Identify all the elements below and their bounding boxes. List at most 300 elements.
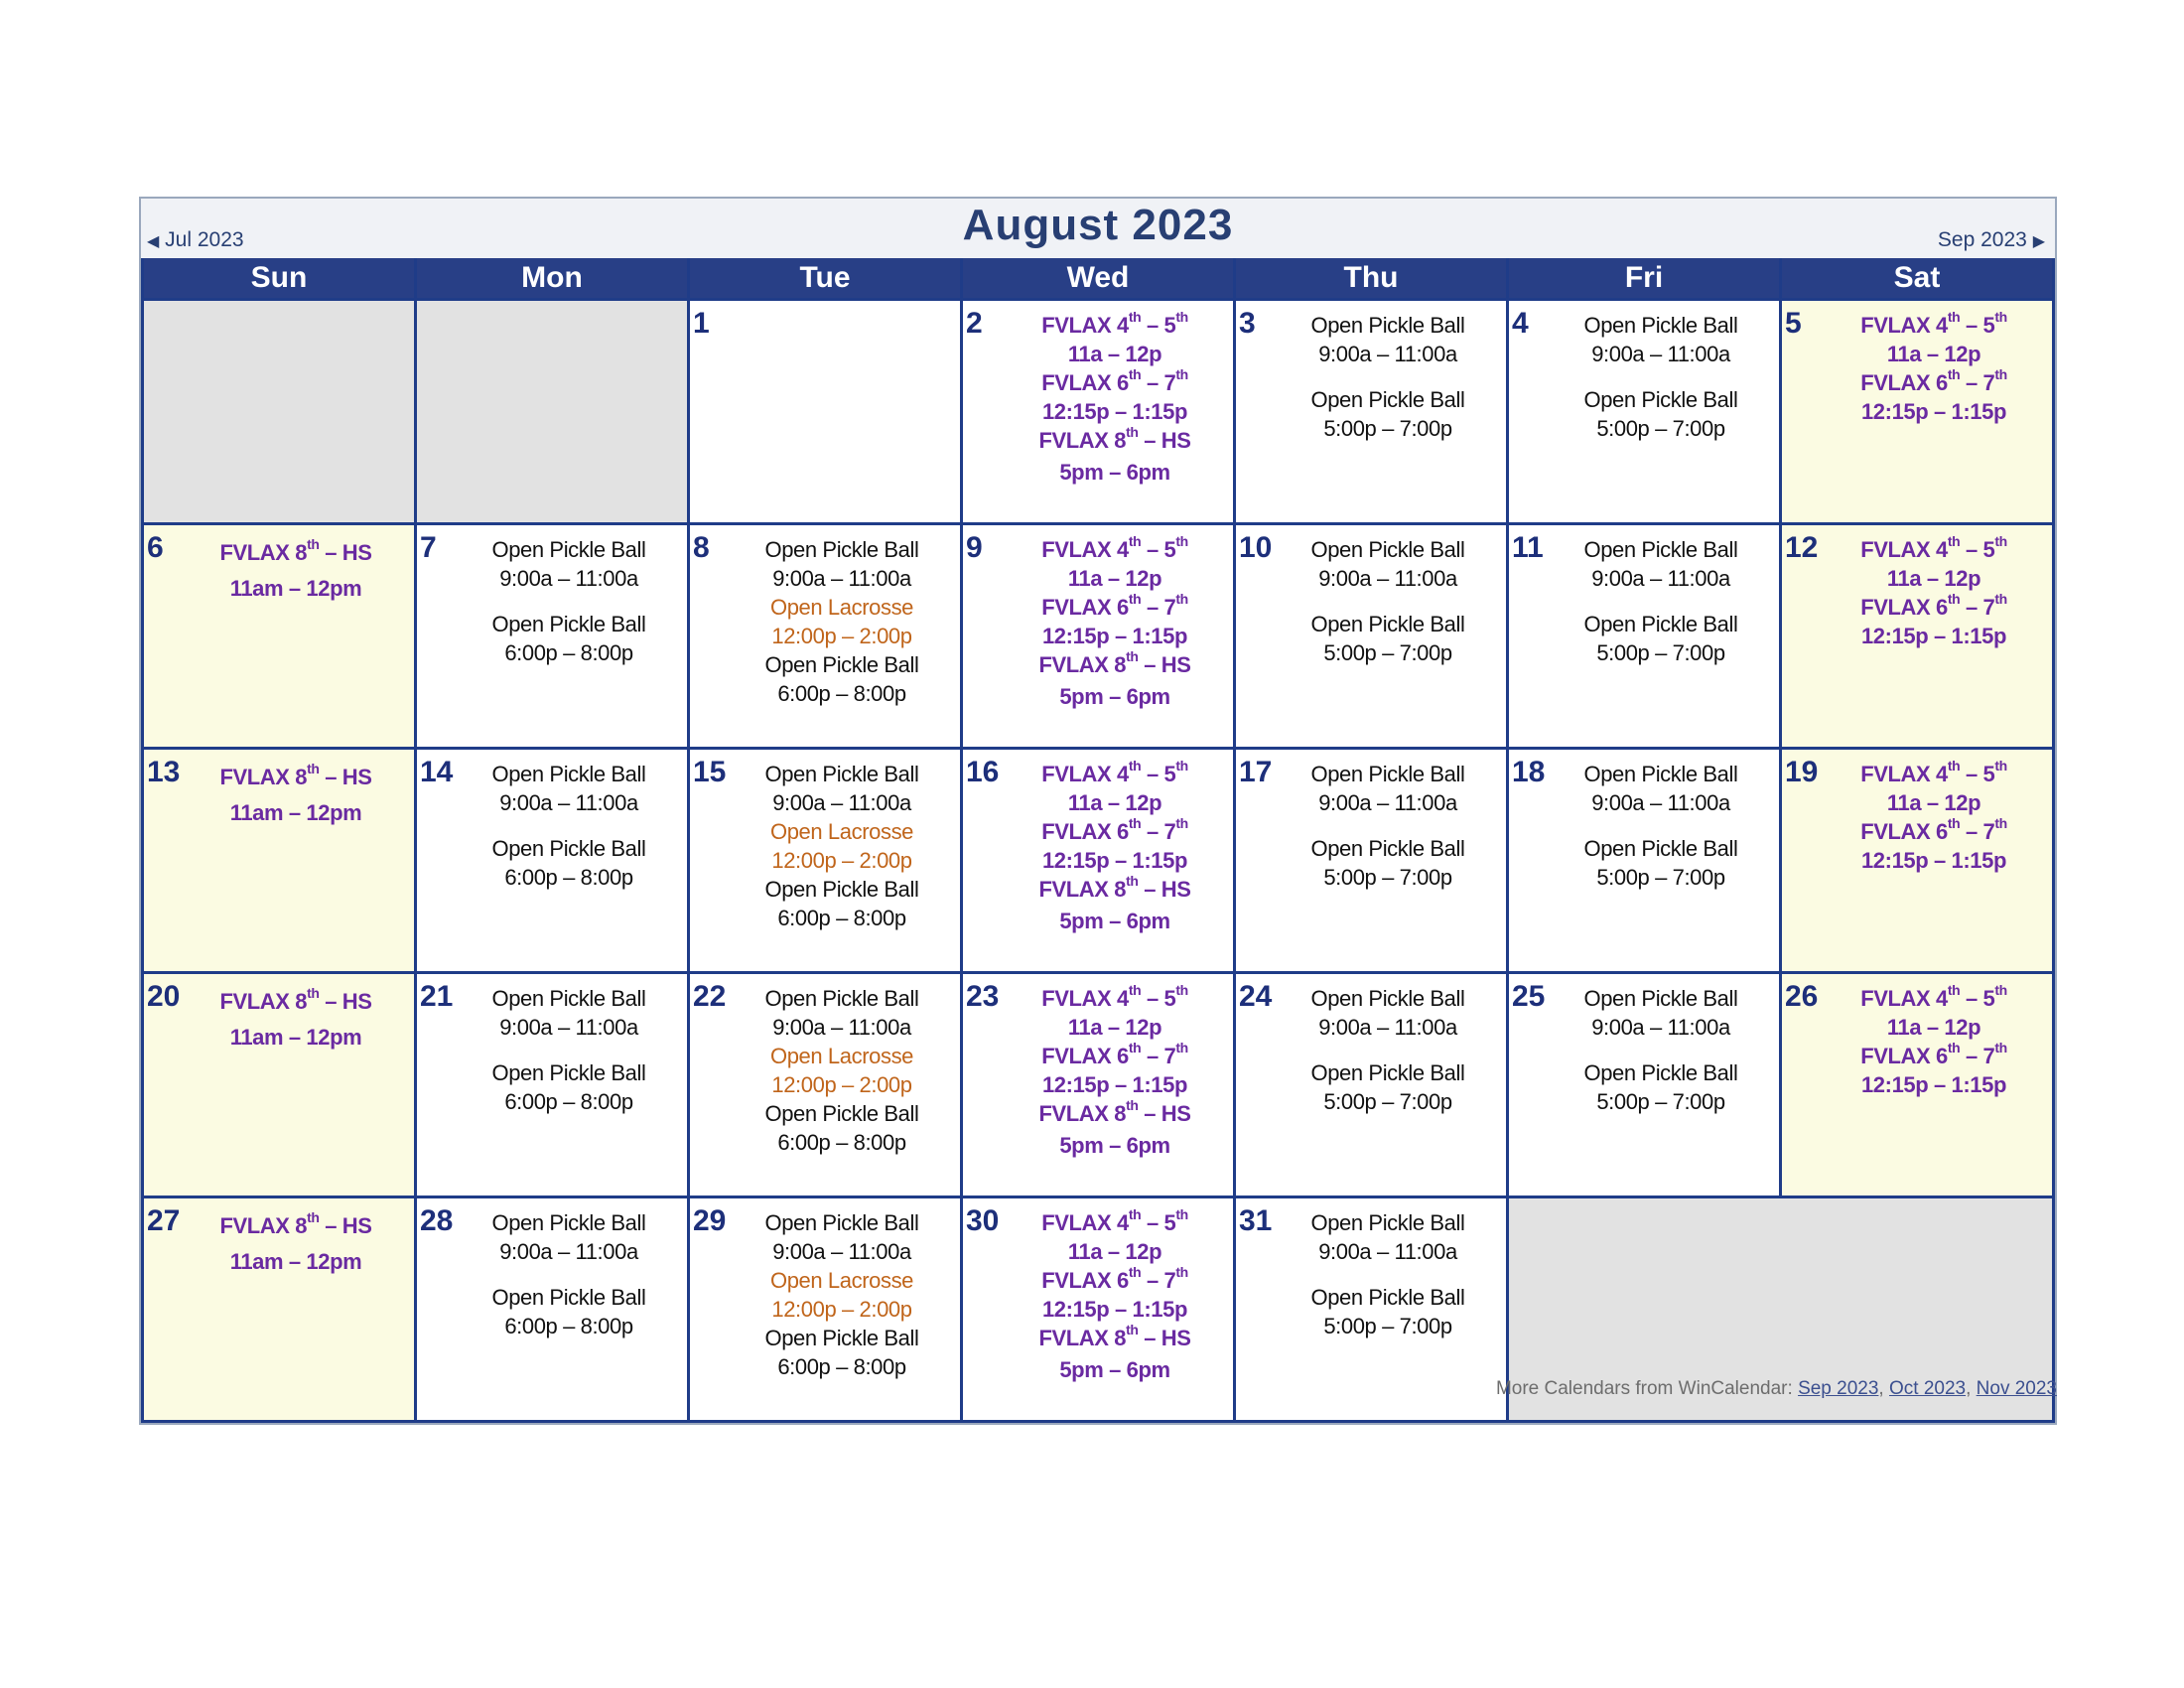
event-text-rest: – 7 xyxy=(1141,1044,1176,1068)
event-list xyxy=(1782,974,2052,1099)
day-number: 16 xyxy=(966,756,1000,788)
ordinal-suffix: th xyxy=(1994,757,2007,774)
day-cell-15[interactable] xyxy=(690,750,960,971)
event-text: 12:15p – 1:15p xyxy=(1041,1072,1188,1097)
event-line xyxy=(1276,788,1500,817)
event-text: Open Pickle Ball xyxy=(764,986,919,1011)
event-line xyxy=(730,1324,954,1352)
event-text: Open Pickle Ball xyxy=(1310,986,1465,1011)
event-text: 5:00p – 7:00p xyxy=(1323,640,1452,665)
event-text: Open Pickle Ball xyxy=(764,762,919,786)
event-text: FVLAX 6 xyxy=(1860,1044,1948,1068)
event-line xyxy=(1276,385,1500,414)
event-text: 5:00p – 7:00p xyxy=(1596,865,1725,890)
event-line xyxy=(1549,414,1773,443)
event-line xyxy=(730,650,954,679)
ordinal-suffix: th xyxy=(1126,1096,1139,1113)
event-list xyxy=(963,974,1233,1164)
event-line xyxy=(1276,984,1500,1013)
day-cell-10[interactable] xyxy=(1236,525,1506,747)
event-text: Open Pickle Ball xyxy=(1310,612,1465,636)
event-text: Open Pickle Ball xyxy=(491,1210,646,1235)
day-number: 1 xyxy=(693,307,710,340)
event-line xyxy=(457,1237,681,1266)
event-line xyxy=(1003,981,1227,1013)
event-text: 5pm – 6pm xyxy=(1059,1357,1170,1382)
event-list xyxy=(963,301,1233,491)
event-line xyxy=(457,564,681,593)
day-cell-17[interactable] xyxy=(1236,750,1506,971)
event-list xyxy=(1782,301,2052,426)
event-text: 12:15p – 1:15p xyxy=(1041,848,1188,873)
footer-link-nov-2023[interactable]: Nov 2023 xyxy=(1976,1378,2057,1399)
event-text: 12:00p – 2:00p xyxy=(771,1297,912,1322)
ordinal-suffix: th xyxy=(1175,981,1188,998)
ordinal-suffix: th xyxy=(1128,532,1142,549)
event-line xyxy=(1003,1096,1227,1128)
event-text: 9:00a – 11:00a xyxy=(1591,790,1730,815)
event-line xyxy=(730,564,954,593)
day-number: 26 xyxy=(1785,980,1819,1013)
day-cell-6[interactable] xyxy=(144,525,414,747)
calendar-header xyxy=(141,199,2055,258)
event-spacer xyxy=(1549,593,1773,610)
empty-day-cell xyxy=(417,301,687,522)
event-list xyxy=(144,525,414,607)
event-list xyxy=(963,525,1233,715)
event-line xyxy=(1822,564,2046,593)
event-line xyxy=(1003,1321,1227,1352)
event-text-rest: – HS xyxy=(319,765,372,789)
event-line xyxy=(1003,904,1227,939)
ordinal-suffix: th xyxy=(1175,365,1188,382)
event-line xyxy=(1822,1070,2046,1099)
event-text: 9:00a – 11:00a xyxy=(772,790,911,815)
day-cell-8[interactable] xyxy=(690,525,960,747)
event-text-rest: – HS xyxy=(1138,1326,1191,1350)
event-line xyxy=(1822,1039,2046,1070)
event-spacer xyxy=(457,1266,681,1283)
event-list xyxy=(1782,750,2052,875)
event-text-rest: – HS xyxy=(1138,428,1191,453)
event-text: Open Lacrosse xyxy=(770,819,913,844)
event-list xyxy=(144,1198,414,1280)
ordinal-suffix: th xyxy=(1947,532,1961,549)
event-line xyxy=(1549,984,1773,1013)
footer-text: More Calendars from WinCalendar: xyxy=(1495,1378,1799,1399)
event-spacer xyxy=(1276,368,1500,385)
event-spacer xyxy=(1276,593,1500,610)
event-text-rest: – 7 xyxy=(1960,1044,1995,1068)
day-number: 14 xyxy=(420,756,454,788)
event-line xyxy=(184,1020,408,1055)
weekday-thu: Thu xyxy=(1236,258,1506,298)
day-number: 29 xyxy=(693,1204,727,1237)
day-cell-12[interactable] xyxy=(1782,525,2052,747)
event-line xyxy=(457,984,681,1013)
event-text: 11a – 12p xyxy=(1067,790,1162,815)
event-text: 5pm – 6pm xyxy=(1059,909,1170,933)
ordinal-suffix: th xyxy=(1947,757,1961,774)
event-list xyxy=(1236,301,1506,443)
event-text-rest: – HS xyxy=(1138,877,1191,902)
day-cell-2[interactable] xyxy=(963,301,1233,522)
event-text-rest: – 5 xyxy=(1141,313,1176,338)
event-text: 6:00p – 8:00p xyxy=(504,640,633,665)
ordinal-suffix: th xyxy=(1128,981,1142,998)
ordinal-suffix: th xyxy=(1994,365,2007,382)
event-text: 6:00p – 8:00p xyxy=(777,681,906,706)
event-text: FVLAX 8 xyxy=(1038,877,1127,902)
event-text: 5pm – 6pm xyxy=(1059,684,1170,709)
event-line xyxy=(1276,535,1500,564)
day-cell-5[interactable] xyxy=(1782,301,2052,522)
event-text-rest: – 5 xyxy=(1960,762,1995,786)
ordinal-suffix: th xyxy=(1994,814,2007,831)
event-text: 11a – 12p xyxy=(1067,342,1162,366)
event-list xyxy=(417,974,687,1116)
event-line xyxy=(730,817,954,846)
event-line xyxy=(1003,1128,1227,1164)
event-line xyxy=(1276,1312,1500,1340)
event-line xyxy=(1003,590,1227,622)
day-number: 7 xyxy=(420,531,437,564)
day-number: 6 xyxy=(147,531,164,564)
event-text: 6:00p – 8:00p xyxy=(777,1354,906,1379)
event-text: 11a – 12p xyxy=(1886,1015,1981,1040)
event-list xyxy=(1509,301,1779,443)
event-text: 11a – 12p xyxy=(1067,566,1162,591)
event-text: FVLAX 6 xyxy=(1041,370,1129,395)
day-cell-24[interactable] xyxy=(1236,974,1506,1196)
event-line xyxy=(1276,610,1500,638)
event-line xyxy=(1003,308,1227,340)
event-text: 9:00a – 11:00a xyxy=(1591,566,1730,591)
ordinal-suffix: th xyxy=(1126,872,1139,889)
event-text: Open Pickle Ball xyxy=(1583,836,1738,861)
event-line xyxy=(184,984,408,1020)
event-text: Open Pickle Ball xyxy=(764,1101,919,1126)
event-line xyxy=(1549,1013,1773,1042)
ordinal-suffix: th xyxy=(307,984,320,1001)
event-line xyxy=(184,760,408,795)
ordinal-suffix: th xyxy=(1175,814,1188,831)
event-text: Open Pickle Ball xyxy=(1310,762,1465,786)
day-cell-11[interactable] xyxy=(1509,525,1779,747)
event-text: Open Pickle Ball xyxy=(1583,612,1738,636)
weekday-wed: Wed xyxy=(963,258,1233,298)
event-list xyxy=(417,525,687,667)
event-line xyxy=(730,1042,954,1070)
empty-day-cell xyxy=(144,301,414,522)
next-month-link[interactable] xyxy=(1938,228,2045,252)
event-line xyxy=(1003,788,1227,817)
event-text: Open Pickle Ball xyxy=(491,1285,646,1310)
event-text: FVLAX 8 xyxy=(219,1213,308,1238)
event-line xyxy=(1003,1295,1227,1324)
event-text: FVLAX 8 xyxy=(1038,428,1127,453)
event-text: 6:00p – 8:00p xyxy=(504,865,633,890)
event-text: Open Pickle Ball xyxy=(1310,387,1465,412)
event-text: Open Pickle Ball xyxy=(491,1060,646,1085)
event-line xyxy=(730,1128,954,1157)
event-list xyxy=(417,1198,687,1340)
event-text: 11am – 12pm xyxy=(229,576,362,601)
event-text: FVLAX 4 xyxy=(1041,313,1129,338)
event-text: Open Pickle Ball xyxy=(1583,1060,1738,1085)
day-cell-3[interactable] xyxy=(1236,301,1506,522)
day-cell-25[interactable] xyxy=(1509,974,1779,1196)
event-line xyxy=(730,788,954,817)
day-cell-7[interactable] xyxy=(417,525,687,747)
day-cell-22[interactable] xyxy=(690,974,960,1196)
day-number: 19 xyxy=(1785,756,1819,788)
event-list xyxy=(963,1198,1233,1388)
event-text-rest: – 7 xyxy=(1960,595,1995,620)
event-list xyxy=(690,974,960,1157)
event-line xyxy=(1003,1070,1227,1099)
event-text: 5pm – 6pm xyxy=(1059,1133,1170,1158)
event-text: FVLAX 4 xyxy=(1860,762,1948,786)
event-text: FVLAX 6 xyxy=(1041,1044,1129,1068)
event-line xyxy=(1822,365,2046,397)
day-number: 15 xyxy=(693,756,727,788)
event-text-rest: – HS xyxy=(1138,652,1191,677)
event-line xyxy=(730,1295,954,1324)
ordinal-suffix: th xyxy=(1126,647,1139,664)
day-number: 31 xyxy=(1239,1204,1273,1237)
event-spacer xyxy=(1549,368,1773,385)
event-line xyxy=(730,622,954,650)
event-text: FVLAX 6 xyxy=(1860,370,1948,395)
event-text: 12:00p – 2:00p xyxy=(771,848,912,873)
day-cell-4[interactable] xyxy=(1509,301,1779,522)
event-spacer xyxy=(457,1042,681,1058)
day-number: 2 xyxy=(966,307,983,340)
footer-link-sep-2023[interactable]: Sep 2023 xyxy=(1798,1378,1879,1399)
event-line xyxy=(1003,1237,1227,1266)
event-list xyxy=(1236,525,1506,667)
event-list xyxy=(690,301,960,311)
event-line xyxy=(1003,532,1227,564)
day-cell-13[interactable] xyxy=(144,750,414,971)
day-number: 28 xyxy=(420,1204,454,1237)
ordinal-suffix: th xyxy=(1128,757,1142,774)
event-text: 5pm – 6pm xyxy=(1059,460,1170,485)
event-text: 9:00a – 11:00a xyxy=(499,1239,638,1264)
event-text: FVLAX 8 xyxy=(219,765,308,789)
event-line xyxy=(1549,535,1773,564)
event-line xyxy=(1549,834,1773,863)
event-text-rest: – 5 xyxy=(1141,762,1176,786)
event-line xyxy=(1003,365,1227,397)
ordinal-suffix: th xyxy=(1947,590,1961,607)
event-line xyxy=(730,875,954,904)
day-number: 30 xyxy=(966,1204,1000,1237)
event-text: 12:15p – 1:15p xyxy=(1860,1072,2007,1097)
event-line xyxy=(1822,590,2046,622)
day-cell-23[interactable] xyxy=(963,974,1233,1196)
event-line xyxy=(1822,981,2046,1013)
event-line xyxy=(1549,610,1773,638)
event-text-rest: – HS xyxy=(319,1213,372,1238)
day-cell-26[interactable] xyxy=(1782,974,2052,1196)
prev-month-label: Jul 2023 xyxy=(165,228,244,251)
event-text: Open Pickle Ball xyxy=(1583,387,1738,412)
event-text: 5:00p – 7:00p xyxy=(1596,640,1725,665)
event-text: 11a – 12p xyxy=(1067,1015,1162,1040)
event-line xyxy=(1276,1283,1500,1312)
event-list xyxy=(690,1198,960,1381)
event-line xyxy=(1822,788,2046,817)
event-text: 12:15p – 1:15p xyxy=(1860,399,2007,424)
day-cell-1[interactable] xyxy=(690,301,960,522)
ordinal-suffix: th xyxy=(1994,590,2007,607)
event-line xyxy=(1276,1058,1500,1087)
ordinal-suffix: th xyxy=(1994,308,2007,325)
event-line xyxy=(730,984,954,1013)
event-text: Open Pickle Ball xyxy=(1310,313,1465,338)
day-number: 23 xyxy=(966,980,1000,1013)
event-line xyxy=(1276,414,1500,443)
footer-link-oct-2023[interactable]: Oct 2023 xyxy=(1888,1378,1967,1399)
day-number: 25 xyxy=(1512,980,1546,1013)
event-list xyxy=(144,974,414,1055)
event-list xyxy=(417,750,687,892)
event-spacer xyxy=(1276,817,1500,834)
event-line xyxy=(457,638,681,667)
ordinal-suffix: th xyxy=(1994,532,2007,549)
event-line xyxy=(1276,564,1500,593)
event-text: Open Pickle Ball xyxy=(491,986,646,1011)
event-text: FVLAX 6 xyxy=(1041,819,1129,844)
event-line xyxy=(1822,532,2046,564)
event-text: FVLAX 4 xyxy=(1041,986,1129,1011)
event-line xyxy=(184,1208,408,1244)
event-line xyxy=(457,834,681,863)
event-line xyxy=(1003,340,1227,368)
ordinal-suffix: th xyxy=(1947,1039,1961,1055)
day-cell-18[interactable] xyxy=(1509,750,1779,971)
day-number: 24 xyxy=(1239,980,1273,1013)
day-cell-19[interactable] xyxy=(1782,750,2052,971)
right-triangle-icon: ▶ xyxy=(2032,233,2045,250)
event-text: 5:00p – 7:00p xyxy=(1323,865,1452,890)
event-text: 11a – 12p xyxy=(1886,790,1981,815)
event-line xyxy=(1003,846,1227,875)
next-month-label: Sep 2023 xyxy=(1937,228,2027,251)
day-cell-21[interactable] xyxy=(417,974,687,1196)
event-text: 11am – 12pm xyxy=(229,1025,362,1050)
event-text-rest: – 5 xyxy=(1141,986,1176,1011)
event-text: 11am – 12pm xyxy=(229,1249,362,1274)
event-list xyxy=(144,750,414,831)
event-text: Open Pickle Ball xyxy=(491,762,646,786)
left-triangle-icon: ◀ xyxy=(147,233,160,250)
event-text: 11am – 12pm xyxy=(229,800,362,825)
day-cell-9[interactable] xyxy=(963,525,1233,747)
ordinal-suffix: th xyxy=(1175,308,1188,325)
event-text: 12:15p – 1:15p xyxy=(1041,624,1188,648)
event-text: 9:00a – 11:00a xyxy=(1318,342,1457,366)
ordinal-suffix: th xyxy=(1994,1039,2007,1055)
day-cell-20[interactable] xyxy=(144,974,414,1196)
event-text-rest: – HS xyxy=(1138,1101,1191,1126)
event-text: FVLAX 8 xyxy=(219,540,308,565)
event-text: Open Pickle Ball xyxy=(764,537,919,562)
event-line xyxy=(1549,638,1773,667)
event-text: 11a – 12p xyxy=(1886,342,1981,366)
event-line xyxy=(1276,1237,1500,1266)
event-text: Open Pickle Ball xyxy=(1310,836,1465,861)
day-number: 13 xyxy=(147,756,181,788)
event-text-rest: – 7 xyxy=(1141,1268,1176,1293)
event-line xyxy=(1549,564,1773,593)
event-text: 9:00a – 11:00a xyxy=(499,1015,638,1040)
event-line xyxy=(1822,846,2046,875)
ordinal-suffix: th xyxy=(1128,590,1142,607)
event-text-rest: – 5 xyxy=(1141,537,1176,562)
event-text: 6:00p – 8:00p xyxy=(777,1130,906,1155)
event-text: 9:00a – 11:00a xyxy=(1318,1015,1457,1040)
event-line xyxy=(730,1208,954,1237)
event-text: 9:00a – 11:00a xyxy=(772,1015,911,1040)
ordinal-suffix: th xyxy=(307,1208,320,1225)
event-text: Open Pickle Ball xyxy=(764,877,919,902)
weekday-fri: Fri xyxy=(1509,258,1779,298)
event-line xyxy=(184,571,408,607)
day-cell-16[interactable] xyxy=(963,750,1233,971)
event-line xyxy=(1822,308,2046,340)
weekday-sun: Sun xyxy=(144,258,414,298)
event-line xyxy=(730,1266,954,1295)
event-line xyxy=(1003,1039,1227,1070)
event-text: 12:15p – 1:15p xyxy=(1860,848,2007,873)
event-text: Open Lacrosse xyxy=(770,1268,913,1293)
event-line xyxy=(1003,679,1227,715)
event-line xyxy=(730,904,954,932)
event-list xyxy=(1509,750,1779,892)
event-text: FVLAX 8 xyxy=(1038,1101,1127,1126)
weekday-sat: Sat xyxy=(1782,258,2052,298)
event-text-rest: – 7 xyxy=(1960,370,1995,395)
event-list xyxy=(1236,1198,1506,1340)
event-text: Open Pickle Ball xyxy=(1583,762,1738,786)
month-title: August 2023 xyxy=(962,201,1234,249)
event-line xyxy=(184,535,408,571)
event-line xyxy=(1549,863,1773,892)
event-line xyxy=(1276,1087,1500,1116)
day-cell-14[interactable] xyxy=(417,750,687,971)
event-list xyxy=(1509,974,1779,1116)
event-text: 5:00p – 7:00p xyxy=(1323,1089,1452,1114)
event-line xyxy=(730,1070,954,1099)
event-text-rest: – 5 xyxy=(1960,986,1995,1011)
event-text: Open Pickle Ball xyxy=(764,1210,919,1235)
event-line xyxy=(1549,340,1773,368)
event-line xyxy=(1549,385,1773,414)
event-text: 5:00p – 7:00p xyxy=(1323,416,1452,441)
event-text-rest: – HS xyxy=(319,540,372,565)
event-text: FVLAX 4 xyxy=(1860,537,1948,562)
ordinal-suffix: th xyxy=(1126,423,1139,440)
event-line xyxy=(1003,423,1227,455)
event-text: FVLAX 6 xyxy=(1860,819,1948,844)
footer-sep: , xyxy=(1878,1378,1889,1399)
event-line xyxy=(1822,340,2046,368)
calendar xyxy=(139,197,2057,1425)
weekday-mon: Mon xyxy=(417,258,687,298)
